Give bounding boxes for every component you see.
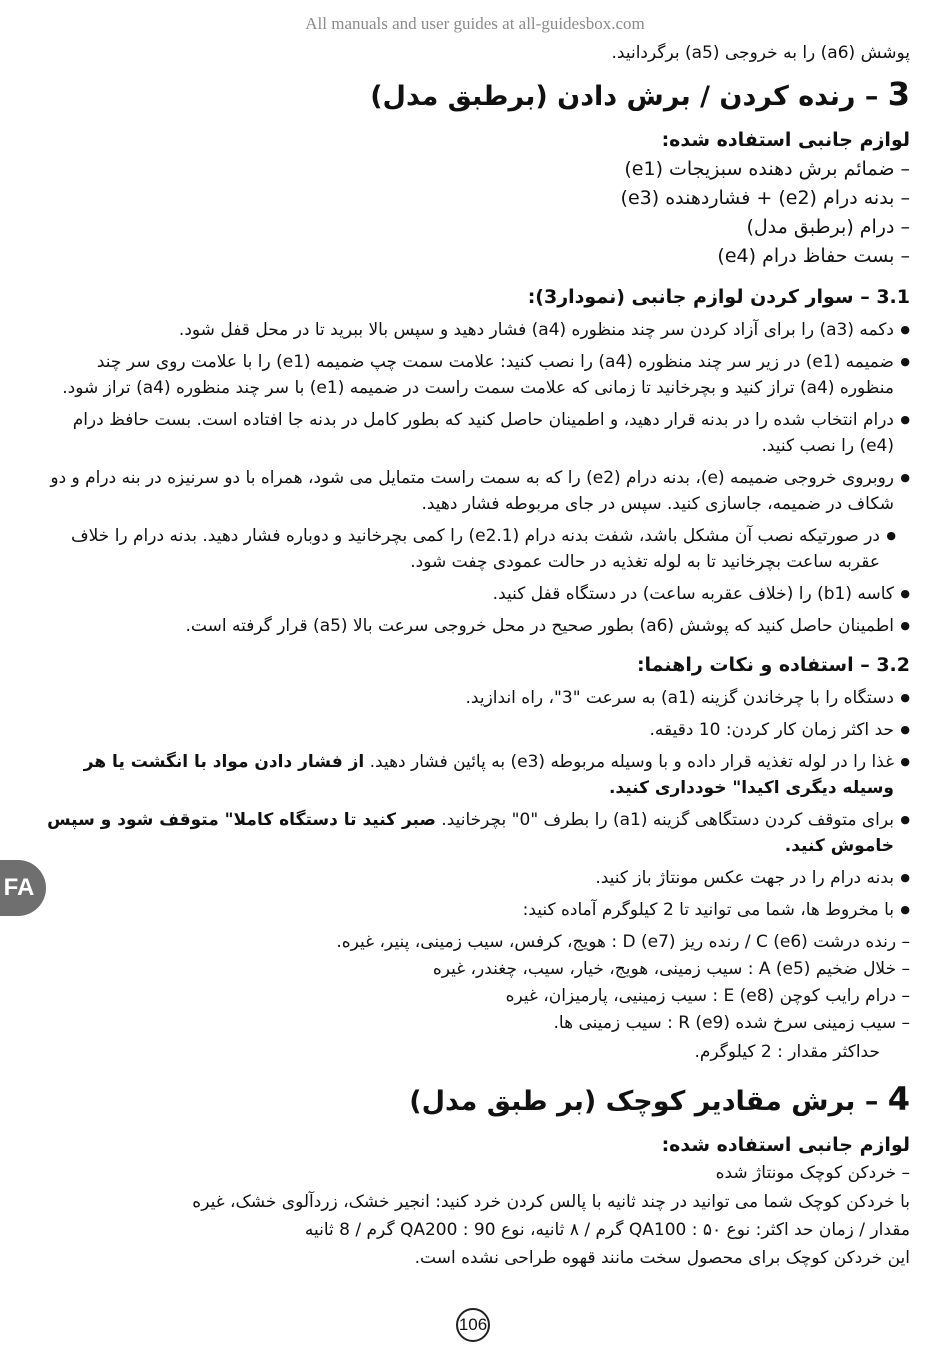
list-item: – درام (برطبق مدل) bbox=[746, 216, 910, 238]
section-4-accessories-label: لوازم جانبی استفاده شده: bbox=[661, 1134, 910, 1156]
list-item: ● روبروی خروجی ضمیمه (e)، بدنه درام (e2) را که به سمت راست متمایل می شود، همراه با دو سرنیزه در بنه درام و دو شکاف در ضمیمه، جاسازی کنید. سپس در جای مربوطه فشار دهید. bbox=[40, 465, 910, 517]
list-item: – سیب زمینی سرخ شده R (e9) : سیب زمینی ها. bbox=[553, 1013, 910, 1033]
list-item: – ضمائم برش دهنده سبزیجات (e1) bbox=[624, 158, 910, 180]
feed-warning: از فشار دادن مواد با انگشت یا هر وسیله دیگری اکیدا" خودداری کنید. bbox=[83, 752, 894, 798]
list-item: ● حد اکثر زمان کار کردن: 10 دقیقه. bbox=[40, 717, 910, 743]
section-4-line: مقدار / زمان حد اکثر: نوع QA100 : ۵۰ گرم / ۸ ثانیه، نوع QA200 : 90 گرم / 8 ثانیه bbox=[304, 1220, 910, 1240]
section-3-title: – رنده کردن / برش دادن (برطبق مدل) bbox=[370, 81, 879, 112]
max-amount: حداکثر مقدار : 2 کیلوگرم. bbox=[694, 1042, 880, 1062]
page-number: 106 bbox=[456, 1308, 490, 1342]
list-item: ● دستگاه را با چرخاندن گزینه (a1) به سرعت "3"، راه اندازید. bbox=[40, 685, 910, 711]
section-3-accessories-list bbox=[40, 155, 910, 271]
section-3-heading bbox=[40, 76, 910, 115]
language-tab: FA bbox=[0, 860, 46, 916]
list-item: – بست حفاظ درام (e4) bbox=[717, 245, 910, 267]
subsection-3-1-title: 3.1 – سوار کردن لوازم جانبی (نمودار3): bbox=[527, 286, 910, 308]
stop-instruction: برای متوقف کردن دستگاهی گزینه (a1) را بطرف "0" بچرخانید. bbox=[435, 810, 894, 830]
list-item: – بدنه درام (e2) + فشاردهنده (e3) bbox=[620, 187, 910, 209]
list-item: ● درام انتخاب شده را در بدنه قرار دهید، و اطمینان حاصل کنید که بطور کامل در بدنه جا افتاده است. بست حافظ درام (e4) را نصب کنید. bbox=[40, 407, 910, 459]
section-3-accessories-label: لوازم جانبی استفاده شده: bbox=[661, 129, 910, 151]
list-item bbox=[40, 807, 910, 859]
list-item: ● دکمه (a3) را برای آزاد کردن سر چند منظوره (a4) فشار دهید و سپس بالا ببرید تا در محل قفل شود. bbox=[40, 317, 910, 343]
list-item: – درام رایب کوچن E (e8) : سیب زمینیی، پارمیزان، غیره bbox=[505, 986, 910, 1006]
feed-instruction: غذا را در لوله تغذیه قرار داده و با وسیله مربوطه (e3) به پائین فشار دهید. bbox=[364, 752, 894, 772]
list-item: ● ضمیمه (e1) در زیر سر چند منظوره (a4) را نصب کنید: علامت سمت چپ ضمیمه (e1) را با علامت روی سر چند منظوره (a4) تراز کنید و بچرخانید تا زمانی که علامت سمت راست در ضمیمه (e1) با سر چند منظوره (a4) تراز شود. bbox=[40, 349, 910, 401]
cones-list bbox=[40, 929, 910, 1037]
document-body bbox=[40, 40, 910, 1273]
list-item bbox=[40, 749, 910, 801]
watermark: All manuals and user guides at all-guidesbox.com bbox=[305, 14, 645, 33]
subsection-3-1-list bbox=[40, 317, 910, 639]
list-item: – خلال ضخیم A (e5) : سیب زمینی، هویج، خیار، سیب، چغندر، غیره bbox=[432, 959, 910, 979]
section-4-line: با خردکن کوچک شما می توانید در چند ثانیه با پالس کردن خرد کنید: انجیر خشک، زردآلوی خشک، غیره bbox=[192, 1192, 910, 1212]
section-4-line: این خردکن کوچک برای محصول سخت مانند قهوه طراحی نشده است. bbox=[414, 1248, 910, 1268]
stop-warning: صبر کنید تا دستگاه کاملا" متوقف شود و سپس خاموش کنید. bbox=[47, 810, 894, 856]
section-4-number: 4 bbox=[887, 1080, 910, 1118]
section-4-accessories-list bbox=[40, 1160, 910, 1187]
list-item: ● بدنه درام را در جهت عکس مونتاژ باز کنید. bbox=[40, 865, 910, 891]
subsection-3-2-list bbox=[40, 685, 910, 923]
section-4-heading bbox=[40, 1081, 910, 1120]
list-item: – رنده درشت C (e6) / رنده ریز D (e7) : هویج، کرفس، سیب زمینی، پنیر، غیره. bbox=[336, 932, 910, 952]
subsection-3-2-title: 3.2 – استفاده و نکات راهنما: bbox=[636, 654, 910, 676]
section-4-title: – برش مقادیر کوچک (بر طبق مدل) bbox=[409, 1086, 879, 1117]
list-item: – خردکن کوچک مونتاژ شده bbox=[715, 1163, 910, 1183]
section-3-number: 3 bbox=[887, 75, 910, 113]
list-item: ● کاسه (b1) را (خلاف عقربه ساعت) در دستگاه قفل کنید. bbox=[40, 581, 910, 607]
list-item: ● اطمینان حاصل کنید که پوشش (a6) بطور صحیح در محل خروجی سرعت بالا (a5) قرار گرفته است. bbox=[40, 613, 910, 639]
intro-line: پوشش (a6) را به خروجی (a5) برگردانید. bbox=[611, 43, 910, 63]
list-item: ● در صورتیکه نصب آن مشکل باشد، شفت بدنه درام (e2.1) را کمی بچرخانید و دوباره فشار دهید. بدنه درام را خلاف عقربه ساعت بچرخانید تا به لوله تغذیه در حالت عمودی چفت شود. bbox=[40, 523, 910, 575]
list-item: ● با مخروط ها، شما می توانید تا 2 کیلوگرم آماده کنید: bbox=[40, 897, 910, 923]
